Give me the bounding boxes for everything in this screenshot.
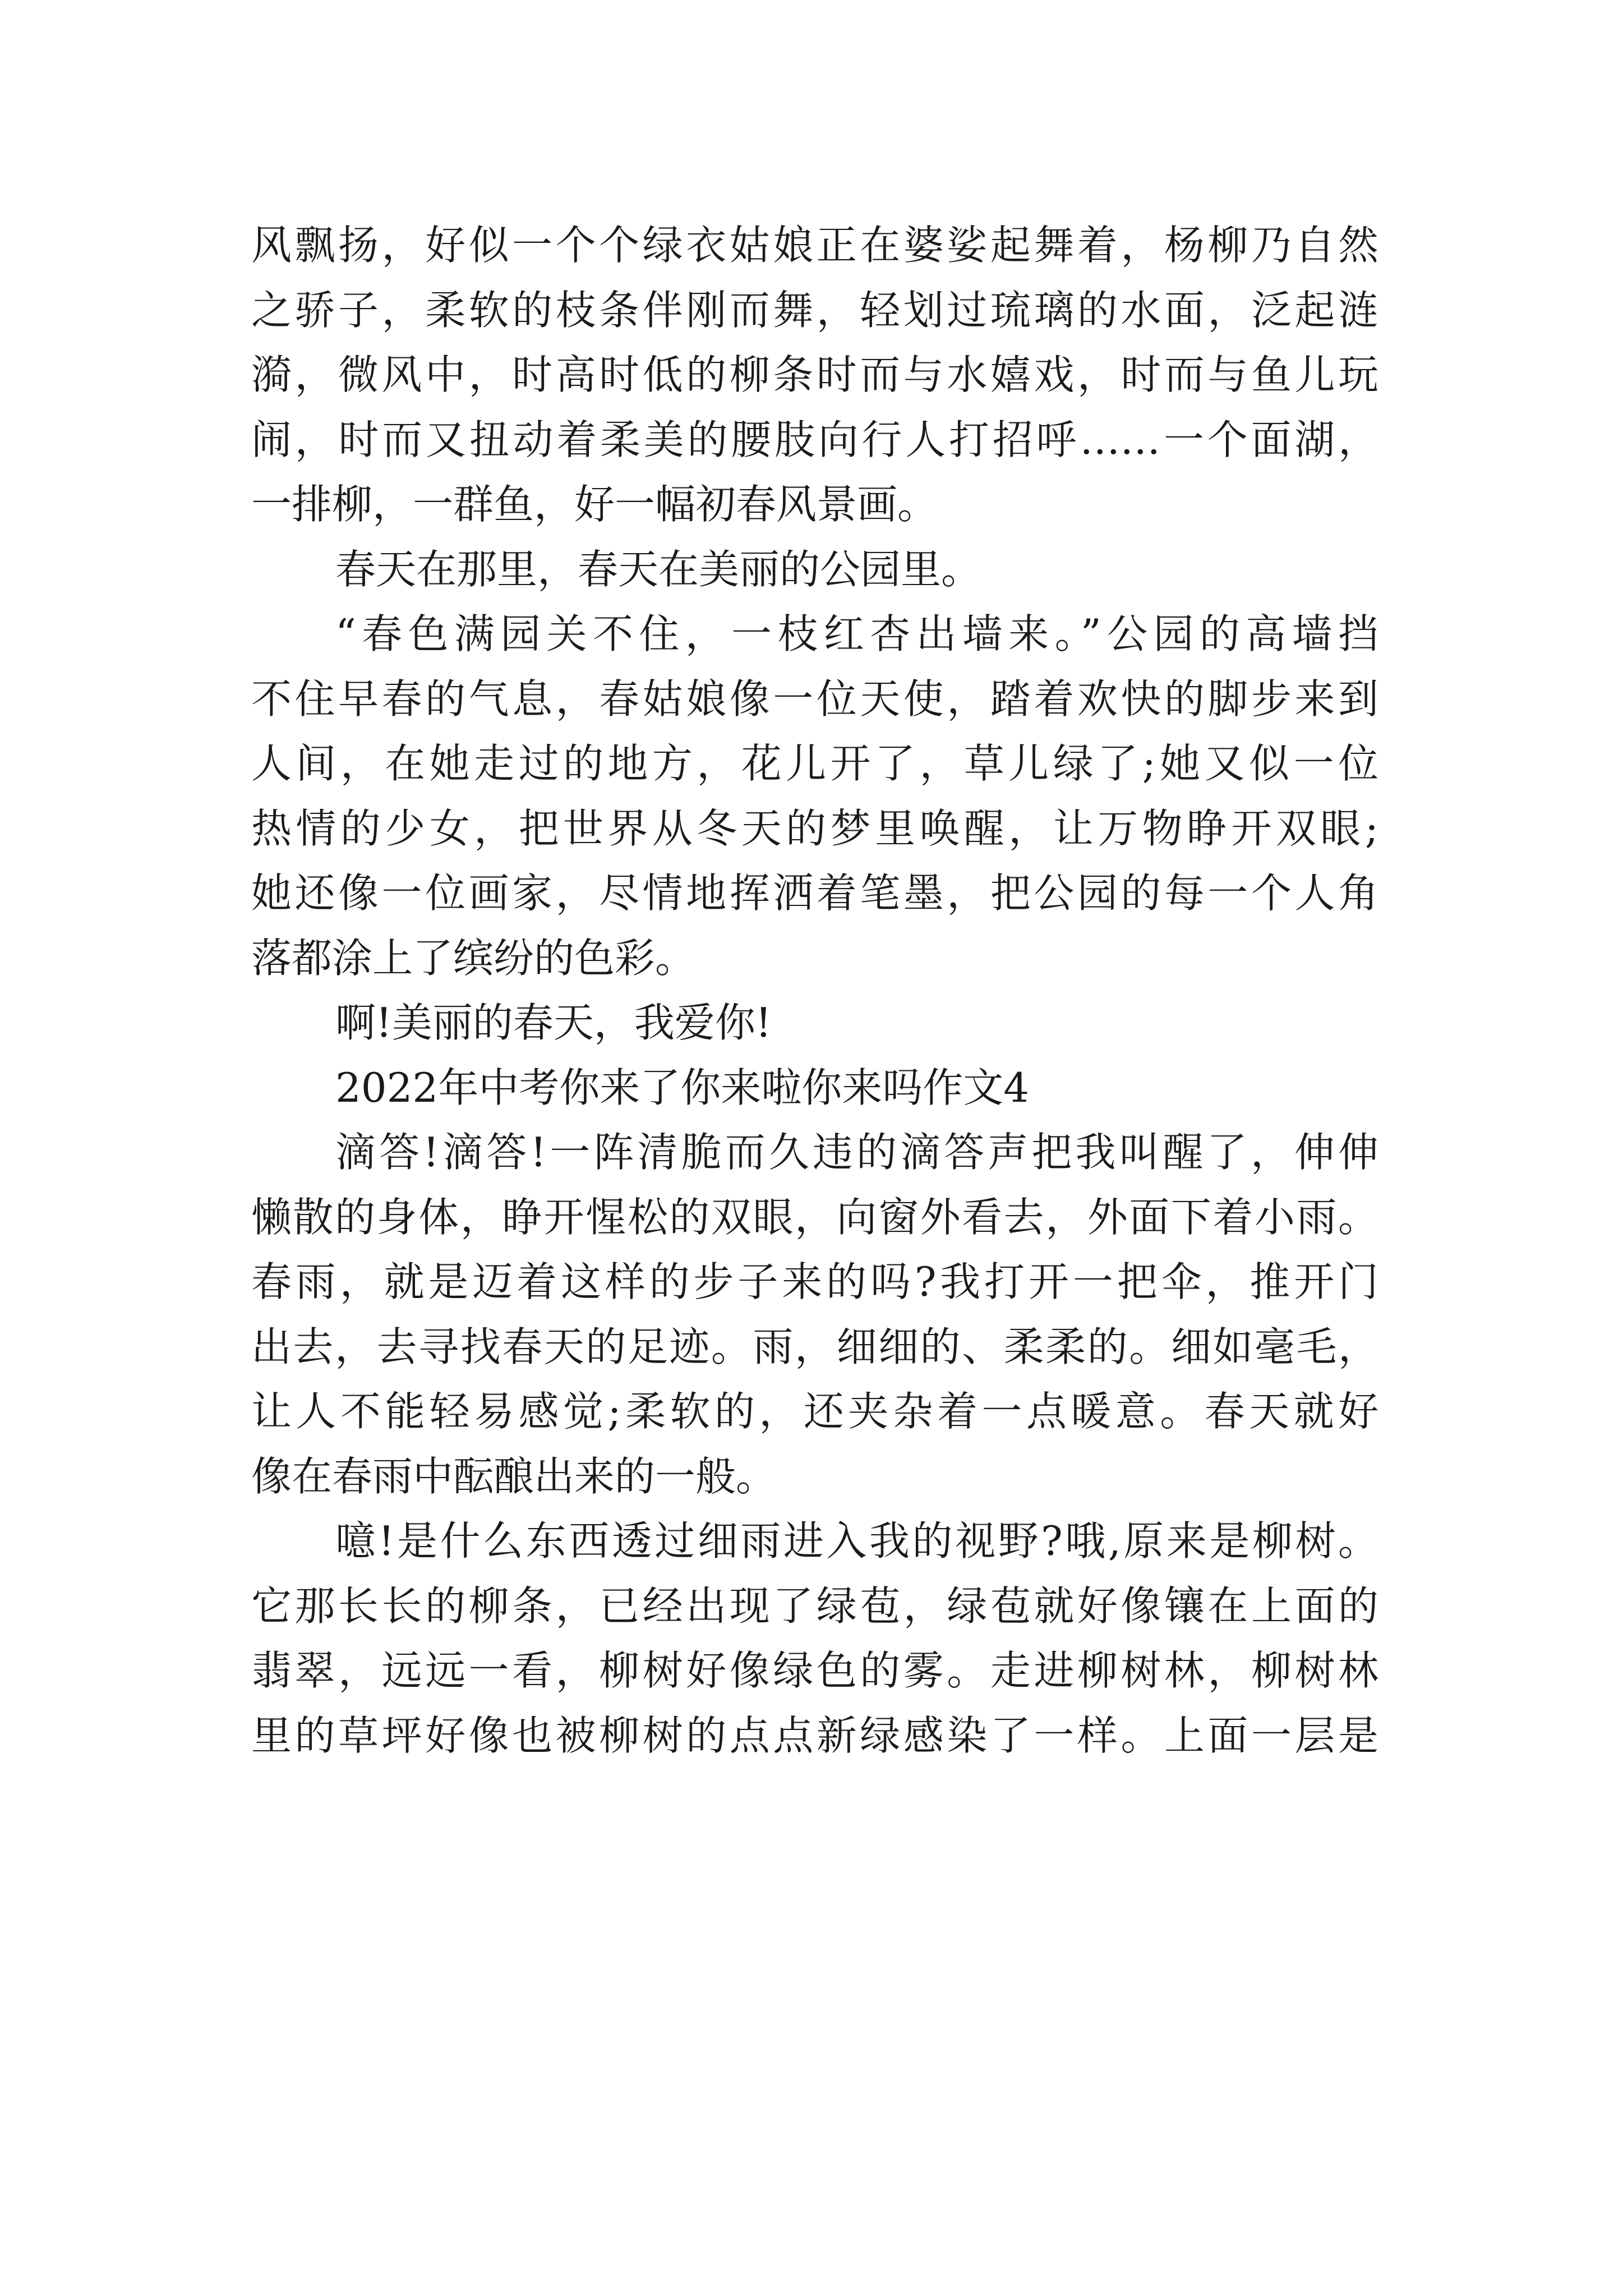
text-line: 它那长长的柳条，已经出现了绿苞，绿苞就好像镶在上面的	[251, 1582, 1378, 1630]
text-line: 出去，去寻找春天的足迹。雨，细细的、柔柔的。细如毫毛，	[251, 1323, 1378, 1370]
text-line: 热情的少女，把世界从冬天的梦里唤醒，让万物睁开双眼;	[251, 804, 1378, 852]
text-line: 落都涂上了缤纷的色彩。	[251, 934, 696, 982]
body-text	[251, 213, 1378, 1768]
text-line: 让人不能轻易感觉;柔软的，还夹杂着一点暖意。春天就好	[251, 1388, 1378, 1435]
text-line: 像在春雨中酝酿出来的一般。	[251, 1452, 777, 1500]
text-line: 闹，时而又扭动着柔美的腰肢向行人打招呼……一个面湖，	[251, 416, 1378, 463]
text-line: 她还像一位画家，尽情地挥洒着笔墨，把公园的每一个人角	[251, 869, 1378, 917]
text-line: 噫!是什么东西透过细雨进入我的视野?哦,原来是柳树。	[335, 1517, 1378, 1565]
text-line: 春天在那里，春天在美丽的公园里。	[335, 545, 982, 593]
text-line: 懒散的身体，睁开惺松的双眼，向窗外看去，外面下着小雨。	[251, 1193, 1378, 1241]
text-line: 人间，在她走过的地方，花儿开了，草儿绿了;她又似一位	[251, 740, 1378, 787]
text-line: “春色满园关不住，一枝红杏出墙来。”公园的高墙挡	[335, 610, 1378, 657]
text-line: 啊!美丽的春天，我爱你!	[335, 999, 772, 1046]
text-line: 春雨，就是迈着这样的步子来的吗?我打开一把伞，推开门	[251, 1258, 1378, 1305]
text-line: 滴答!滴答!一阵清脆而久违的滴答声把我叫醒了，伸伸	[335, 1129, 1378, 1176]
text-line: 翡翠，远远一看，柳树好像绿色的雾。走进柳树林，柳树林	[251, 1647, 1378, 1694]
text-line: 之骄子，柔软的枝条伴刚而舞，轻划过琉璃的水面，泛起涟	[251, 286, 1378, 334]
text-line: 风飘扬，好似一个个绿衣姑娘正在婆娑起舞着，杨柳乃自然	[251, 222, 1378, 269]
text-line: 里的草坪好像也被柳树的点点新绿感染了一样。上面一层是	[251, 1711, 1378, 1759]
text-line: 不住早春的气息，春姑娘像一位天使，踏着欢快的脚步来到	[251, 675, 1378, 723]
text-line: 漪，微风中，时高时低的柳条时而与水嬉戏，时而与鱼儿玩	[251, 351, 1378, 398]
text-line: 一排柳，一群鱼，好一幅初春风景画。	[251, 481, 938, 528]
section-heading: 2022年中考你来了你来啦你来吗作文4	[335, 1064, 1030, 1111]
